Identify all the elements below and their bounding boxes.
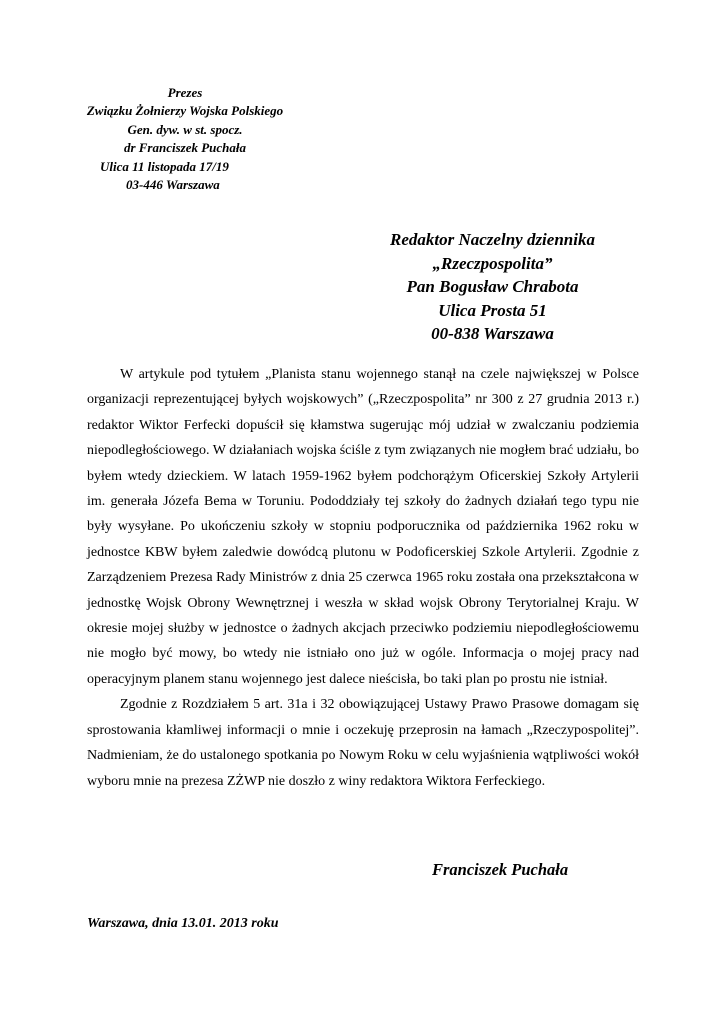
date-line: Warszawa, dnia 13.01. 2013 roku: [87, 916, 279, 931]
body-paragraph-1: W artykule pod tytułem „Planista stanu wojennego stanął na czele największej w Polsce organizacji reprezentującej byłych wojskowych” („Rzeczpospolita” nr 300 z 27 grudnia 2013 r.) redaktor Wiktor Ferfecki dopuścił się kłamstwa sugerując mój udział w zwalczaniu podziemia niepodległościowego. W działaniach wojska ściśle z tym związanych nie mogłem brać udziału, bo byłem wtedy dzieckiem. W latach 1959-1962 byłem podchorążym Oficerskiej Szkoły Artylerii im. generała Józefa Bema w Toruniu. Pododdziały tej szkoły do żadnych działań tego typu nie były wysyłane. Po ukończeniu szkoły w stopniu podporucznika od października 1962 roku w jednostce KBW byłem zaledwie dowódcą plutonu w Podoficerskiej Szkole Artylerii. Zgodnie z Zarządzeniem Prezesa Rady Ministrów z dnia 25 czerwca 1965 roku została ona przekształcona w jednostkę Wojsk Obrony Wewnętrznej i weszła w skład wojsk Obrony Terytorialnej Kraju. W okresie mojej służby w jednostce o żadnych akcjach przeciwko podziemiu niepodległościowemu nie mogło być mowy, bo wtedy nie istniało ono już w ogóle. Informacja o mojej pracy nad operacyjnym planem stanu wojennego jest dalece nieścisła, bo taki plan po prostu nie istniał.: [87, 367, 639, 687]
recipient-street: Ulica Prosta 51: [438, 300, 547, 320]
recipient-address-block: [360, 228, 625, 346]
sender-organization: Związku Żołnierzy Wojska Polskiego: [86, 103, 284, 119]
sender-rank: Gen. dyw. w st. spocz.: [127, 121, 243, 137]
body-paragraph-2: Zgodnie z Rozdziałem 5 art. 31a i 32 obowiązującej Ustawy Prawo Prasowe domagam się sprostowania kłamliwej informacji o mnie i oczekuję przeprosin na łamach „Rzeczypospolitej”. Nadmieniam, że do ustalonego spotkania po Nowym Roku w celu wyjaśnienia wątpliwości wokół wyboru mnie na prezesa ZŻWP nie doszło z winy redaktora Wiktora Ferfeckiego.: [87, 697, 639, 789]
signature: Franciszek Puchała: [432, 860, 569, 879]
recipient-city: 00-838 Warszawa: [431, 324, 554, 343]
sender-address-block: [60, 84, 310, 194]
recipient-role: Redaktor Naczelny dziennika: [390, 230, 595, 249]
sender-street: Ulica 11 listopada 17/19: [100, 158, 229, 174]
sender-name: dr Franciszek Puchała: [123, 140, 247, 156]
sender-city: 03-446 Warszawa: [126, 177, 220, 193]
letter-body: [87, 362, 639, 794]
sender-title: Prezes: [167, 85, 203, 100]
recipient-newspaper: „Rzeczpospolita”: [432, 253, 553, 273]
recipient-name: Pan Bogusław Chrabota: [406, 277, 579, 296]
